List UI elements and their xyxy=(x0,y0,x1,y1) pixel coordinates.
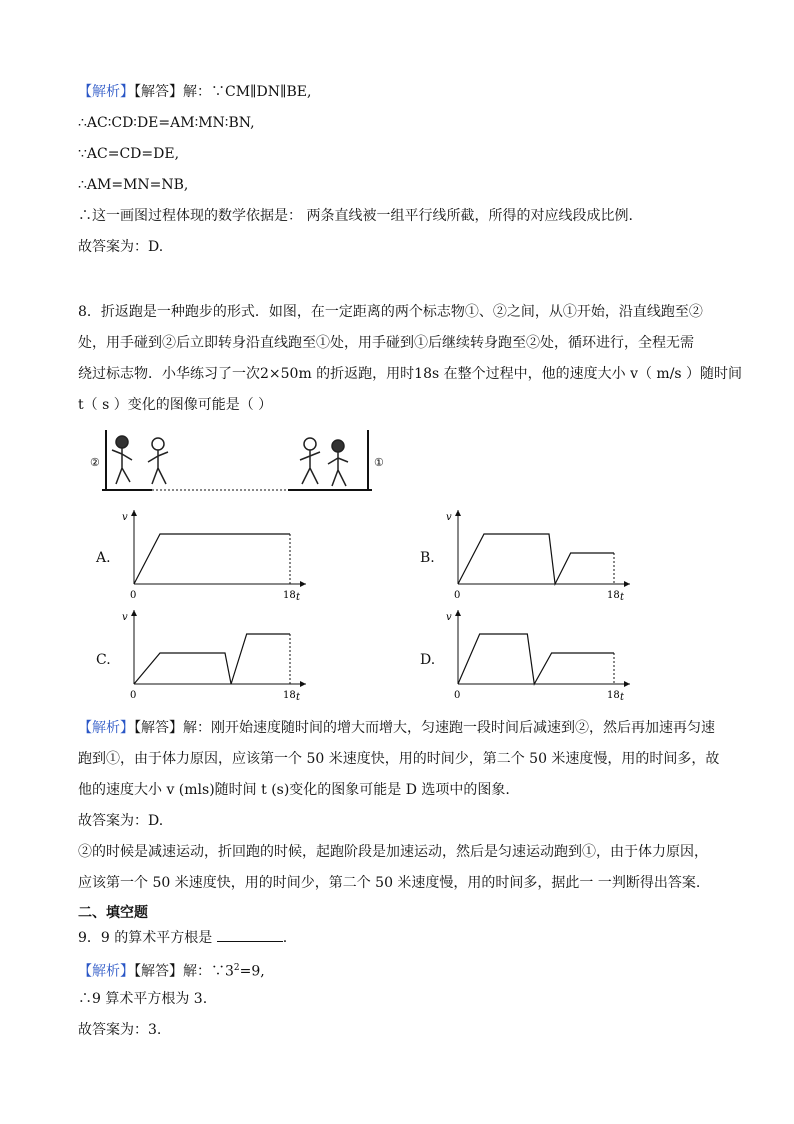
option-a-label: A. xyxy=(96,550,111,566)
graph-option-d xyxy=(442,606,642,702)
origin-label: 0 xyxy=(130,690,137,701)
origin-label: 0 xyxy=(454,590,461,601)
y-axis-arrow xyxy=(455,510,461,516)
y-axis-label: v xyxy=(122,512,128,523)
sol9-line-1 xyxy=(78,958,265,982)
graph-option-b xyxy=(442,506,642,602)
runner-figure xyxy=(328,440,348,486)
runner-figure xyxy=(112,436,132,484)
q8-line-2: 处，用手碰到②后立即转身沿直线跑至①处，用手碰到①后继续转身跑至②处，循环进行，全程无需 xyxy=(78,335,694,351)
sol7-line-5: ∴这一画图过程体现的数学依据是： 两条直线被一组平行线所截，所得的对应线段成比例. xyxy=(78,208,633,224)
marker-right: ① xyxy=(374,456,384,469)
q9-text: 9．9 的算术平方根是 xyxy=(78,930,213,946)
runner-figure xyxy=(148,438,168,484)
answer-tag: 【解答】 xyxy=(134,720,183,736)
sol9-superscript: 2 xyxy=(233,963,240,973)
sol8-line-2: 跑到①，由于体力原因，应该第一个 50 米速度快，用的时间少，第二个 50 米速度慢，用的时间多，故 xyxy=(78,751,720,767)
y-axis-arrow xyxy=(131,510,137,516)
section-heading: 二、填空题 xyxy=(78,905,148,921)
y-axis-label: v xyxy=(122,612,128,623)
tick-label-18: 18 xyxy=(607,590,620,601)
x-axis-label: t xyxy=(296,592,301,602)
q8-line-4: t（ s ）变化的图像可能是（ ） xyxy=(78,397,273,413)
y-axis-label: v xyxy=(446,512,452,523)
q8-line-1: 8．折返跑是一种跑步的形式．如图，在一定距离的两个标志物①、②之间，从①开始，沿直线跑至② xyxy=(78,304,703,320)
analysis-tag: 【解析】 xyxy=(78,720,134,736)
x-axis-label: t xyxy=(620,692,625,702)
q8-line-3: 绕过标志物．小华练习了一次2×50m 的折返跑，用时18s 在整个过程中，他的速度大小 v（ m/s ）随时间 xyxy=(78,366,743,382)
speed-curve xyxy=(134,534,290,584)
q9-line-1 xyxy=(78,927,287,948)
sol7-line-3: ∵AC=CD=DE, xyxy=(78,146,180,162)
marker-left: ② xyxy=(90,456,100,469)
answer-tag: 【解答】 xyxy=(134,963,183,980)
speed-curve xyxy=(458,534,614,584)
sol7-line-2: ∴AC∶CD∶DE=AM∶MN∶BN, xyxy=(78,115,255,131)
origin-label: 0 xyxy=(454,690,461,701)
sol8-line-4: 故答案为：D. xyxy=(78,813,164,829)
q9-period: . xyxy=(282,930,288,946)
x-axis-arrow xyxy=(300,681,306,687)
answer-blank xyxy=(217,927,283,942)
x-axis-label: t xyxy=(296,692,301,702)
x-axis-arrow xyxy=(624,681,630,687)
tick-label-18: 18 xyxy=(607,690,620,701)
sol8-line-1 xyxy=(78,718,715,738)
sol8-line-6: 应该第一个 50 米速度快，用的时间少，第二个 50 米速度慢，用的时间多，据此一 一判断得出答案. xyxy=(78,875,701,891)
sol9-line-2: ∴9 算术平方根为 3. xyxy=(78,991,208,1007)
sol8-line-5: ②的时候是减速运动，折回跑的时候，起跑阶段是加速运动，然后是匀速运动跑到①，由于体力原因， xyxy=(78,844,708,860)
x-axis-label: t xyxy=(620,592,625,602)
sol7-line-4: ∴AM=MN=NB, xyxy=(78,177,189,193)
graph-option-a xyxy=(118,506,318,602)
runner-figure xyxy=(300,438,320,484)
graph-option-c xyxy=(118,606,318,702)
option-b-label: B. xyxy=(420,550,435,566)
sol9-text-a: 解：∵3 xyxy=(183,963,234,980)
analysis-tag: 【解析】 xyxy=(78,84,134,100)
analysis-tag: 【解析】 xyxy=(78,963,134,980)
answer-tag: 【解答】 xyxy=(134,84,183,100)
tick-label-18: 18 xyxy=(283,590,296,601)
y-axis-arrow xyxy=(455,610,461,616)
sol9-text-b: =9, xyxy=(239,963,265,980)
sol8-text-1: 解：刚开始速度随时间的增大而增大，匀速跑一段时间后减速到②，然后再加速再匀速 xyxy=(183,720,715,736)
speed-curve xyxy=(458,634,614,684)
y-axis-label: v xyxy=(446,612,452,623)
x-axis-arrow xyxy=(300,581,306,587)
sol7-text-1: 解：∵CM∥DN∥BE, xyxy=(183,84,312,100)
sol9-line-3: 故答案为：3. xyxy=(78,1022,162,1038)
y-axis-arrow xyxy=(131,610,137,616)
sol7-line-6: 故答案为：D. xyxy=(78,239,164,255)
sol7-line-1 xyxy=(78,82,311,102)
runners-illustration xyxy=(88,428,394,494)
x-axis-arrow xyxy=(624,581,630,587)
option-c-label: C. xyxy=(96,652,111,668)
origin-label: 0 xyxy=(130,590,137,601)
speed-curve xyxy=(134,634,290,684)
option-d-label: D. xyxy=(420,652,436,668)
tick-label-18: 18 xyxy=(283,690,296,701)
sol8-line-3: 他的速度大小 v (mls)随时间 t (s)变化的图象可能是 D 选项中的图象. xyxy=(78,782,510,798)
